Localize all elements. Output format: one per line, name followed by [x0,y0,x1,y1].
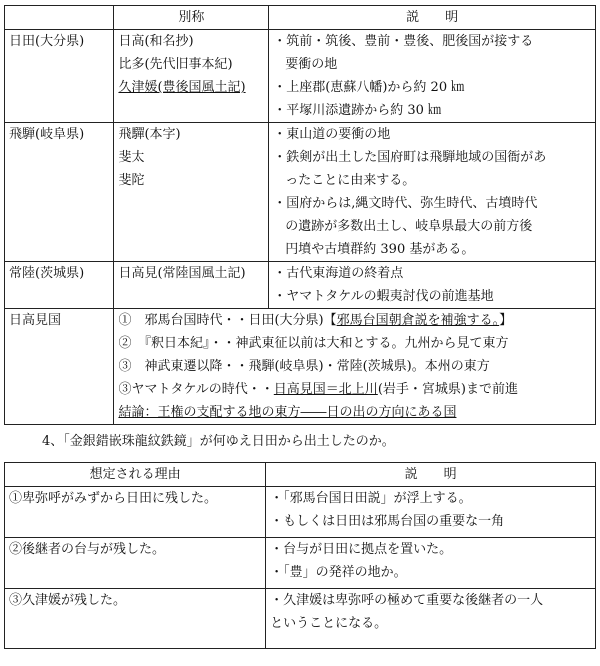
note-line: ったことに由来する。 [285,173,416,188]
table-row [5,538,596,589]
table-header-row [5,6,596,30]
reason-cell: ①卑弥呼がみずから日田に残した。 [5,487,266,538]
alias-line: 比多(先代旧事本紀) [118,57,233,72]
note-line: ・鉄剣が出土した国府町は飛騨地域の国衙があ [273,150,547,165]
note-line: ・久津媛は卑弥呼の極めて重要な後継者の一人 [270,593,544,608]
notes-cell [269,123,596,262]
notes-cell [269,30,596,123]
alias-line: 飛驒(本字) [118,127,181,142]
summary-text: ③ヤマトタケルの時代・・ [118,382,274,397]
header-cell-reason: 想定される理由 [5,463,266,487]
header-cell-alias: 別称 [114,6,269,30]
alias-line: 久津媛(豊後国風土記) [118,80,246,95]
summary-emphasis: 日高見国＝北上川 [273,382,378,397]
header-cell [5,6,114,30]
alias-line: 斐太 [118,150,145,165]
region-cell: 常陸(茨城県) [5,262,114,309]
note-line: ・台与が日田に拠点を置いた。 [270,542,453,557]
summary-line: ③ 神武東遷以降・・飛騨(岐阜県)・常陸(茨城県)。本州の東方 [118,359,490,374]
alias-line: 日高(和名抄) [118,34,194,49]
question-heading: 4、「金銀錯嵌珠龍紋鉄鏡」が何ゆえ日田から出土したのか。 [42,434,395,449]
note-line: ・もしくは日田は邪馬台国の重要な一角 [270,514,505,529]
summary-text: (岩手・宮城県)まで前進 [377,382,518,397]
table-row-hita [5,30,596,123]
aliases-cell [114,262,269,309]
table-row-hidakami [5,309,596,425]
note-line: 円墳や古墳群約 390 基がある。 [285,242,475,257]
conclusion-line: 結論：王権の支配する地の東方――日の出の方向にある国 [118,405,457,420]
hidakami-summary-cell [114,309,596,425]
summary-line [118,378,595,401]
table-row-hida [5,123,596,262]
note-line: ・筑前・筑後、豊前・豊後、肥後国が接する [273,34,534,49]
alias-line: 斐陀 [118,173,145,188]
summary-emphasis: 邪馬台国朝倉説を補強する。 [336,313,500,328]
reason-cell: ③久津媛が残した。 [5,589,266,649]
note-line: ・平塚川添遺跡から約 30 ㎞ [273,103,442,118]
region-cell: 日高見国 [5,309,114,425]
summary-text: ① 邪馬台国時代・・日田(大分県)【 [118,313,337,328]
alias-line: 日高見(常陸国風土記) [118,266,246,281]
aliases-cell [114,123,269,262]
note-line: ・上座郡(恵蘇八幡)から約 20 ㎞ [273,80,465,95]
region-cell: 飛騨(岐阜県) [5,123,114,262]
note-line: 要衝の地 [285,57,338,72]
summary-line [118,309,595,332]
header-cell-explanation: 説 明 [269,6,596,30]
region-cell: 日田(大分県) [5,30,114,123]
summary-line: ② 『釈日本紀』・・神武東征以前は大和とする。九州から見て東方 [118,336,509,351]
note-line: ・ヤマトタケルの蝦夷討伐の前進基地 [273,289,494,304]
aliases-cell [114,30,269,123]
note-line: ・「邪馬台国日田説」が浮上する。 [270,491,472,506]
note-line: ということになる。 [270,616,388,631]
table-row-hitachi [5,262,596,309]
header-cell-explanation: 説 明 [266,463,596,487]
notes-cell [269,262,596,309]
note-line: ・国府からは,縄文時代、弥生時代、古墳時代 [273,196,538,211]
table-row [5,589,596,649]
comparison-table [4,5,596,425]
notes-cell [266,538,596,589]
summary-text: 】 [499,313,513,328]
reasons-table [4,462,596,649]
table-row [5,487,596,538]
notes-cell [266,589,596,649]
notes-cell [266,487,596,538]
note-line: ・古代東海道の終着点 [273,266,404,281]
reason-cell: ②後継者の台与が残した。 [5,538,266,589]
note-line: の遺跡が多数出土し、岐阜県最大の前方後 [285,219,533,234]
table-header-row [5,463,596,487]
note-line: ・「豊」の発祥の地か。 [270,565,407,580]
note-line: ・東山道の要衝の地 [273,127,391,142]
